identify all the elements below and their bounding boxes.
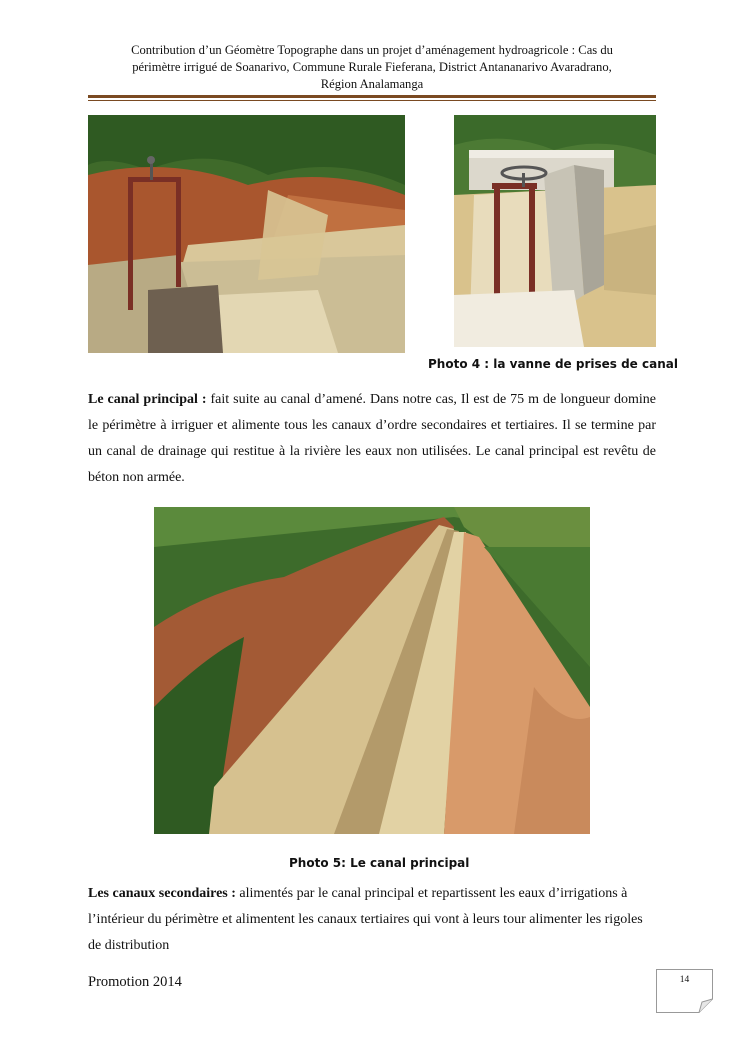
- page-number-box: [656, 969, 713, 1013]
- footer-promotion: Promotion 2014: [88, 974, 182, 990]
- header-rule: [88, 95, 656, 98]
- photo-gate-left: [88, 115, 405, 353]
- paragraph-canal-principal: [88, 387, 656, 491]
- text-canal-principal: fait suite au canal d’amené. Dans notre cas, Il est de 75 m de longueur domine le périmètre à irriguer et alimente tous les canaux d’ordre secondaires et tertiaires. Il se termine par un canal de drainage qui restitue à la rivière les eaux non utilisées. Le canal principal est revêtu de béton non armée.: [88, 392, 656, 485]
- header-line-3: Région Analamanga: [320, 77, 424, 91]
- paragraph-canaux-secondaires: [88, 881, 656, 959]
- term-canaux-secondaires: Les canaux secondaires :: [88, 886, 236, 901]
- header-line-2: périmètre irrigué de Soanarivo, Commune Rurale Fieferana, District Antananarivo Avaradrano,: [132, 60, 612, 74]
- header-line-1: Contribution d’un Géomètre Topographe dans un projet d’aménagement hydroagricole : Cas du: [131, 43, 613, 57]
- text-canaux-secondaires: alimentés par le canal principal et repartissent les eaux d’irrigations à l’intérieur du périmètre et alimentent les canaux tertiaires qui vont à leurs tour alimenter les rigoles de distribution: [88, 886, 643, 953]
- running-header: [88, 42, 656, 93]
- header-rule-thin: [88, 100, 656, 101]
- photo5-caption: Photo 5: Le canal principal: [289, 856, 470, 870]
- photo-gate-right: [454, 115, 656, 347]
- photo4-caption: Photo 4 : la vanne de prises de canal: [428, 357, 678, 371]
- term-canal-principal: Le canal principal :: [88, 392, 207, 407]
- photo-main-canal: [154, 507, 590, 834]
- page-number: 14: [679, 975, 690, 985]
